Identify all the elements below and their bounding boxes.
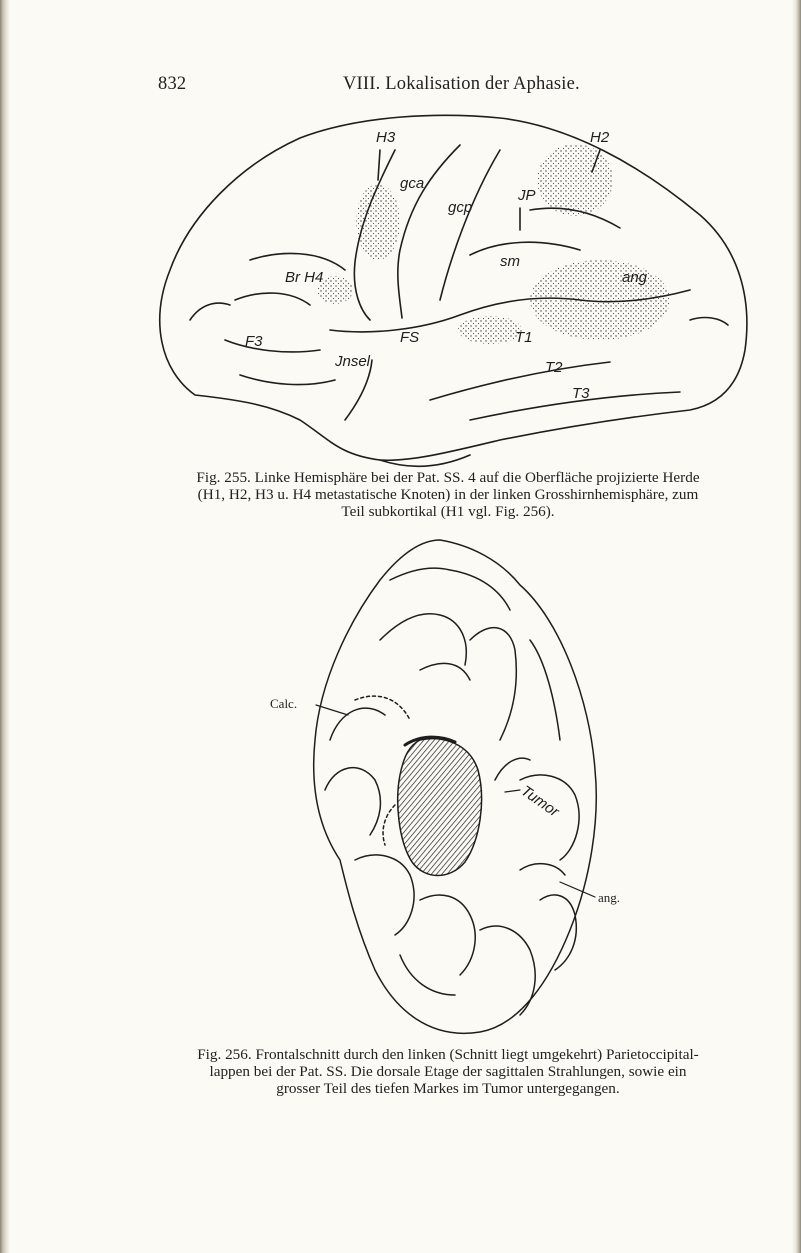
tumor-pointer bbox=[505, 790, 520, 792]
lesion-h2 bbox=[537, 144, 613, 216]
figure-256-caption bbox=[155, 1046, 741, 1097]
fig255-caption-line-3: Teil subkortikal (H1 vgl. Fig. 256). bbox=[341, 503, 555, 520]
label-tumor: Tumor bbox=[517, 782, 563, 821]
fig255-caption-line-1: Fig. 255. Linke Hemisphäre bei der Pat. SS. 4 auf die Oberfläche projizierte Herde bbox=[196, 469, 700, 486]
label-h3: H3 bbox=[376, 129, 396, 146]
lesion-h3 bbox=[356, 184, 400, 260]
figure-256-drawing bbox=[314, 540, 597, 1033]
label-fs: FS bbox=[400, 329, 420, 346]
label-gca: gca bbox=[400, 175, 425, 192]
figure-255-drawing bbox=[160, 115, 747, 466]
calc-pointer bbox=[316, 705, 348, 715]
fig256-caption-line-3: grosser Teil des tiefen Markes im Tumor untergegangen. bbox=[276, 1080, 620, 1097]
label-t2: T2 bbox=[545, 359, 563, 376]
label-ang-256: ang. bbox=[598, 890, 621, 905]
label-ang: ang bbox=[622, 269, 648, 286]
label-gcp: gcp bbox=[448, 199, 473, 216]
fig255-caption-line-2: (H1, H2, H3 u. H4 metastatische Knoten) in der linken Grosshirnhemisphäre, zum bbox=[197, 486, 699, 503]
lesion-small bbox=[458, 316, 522, 344]
fig256-caption-line-1: Fig. 256. Frontalschnitt durch den linken (Schnitt liegt umgekehrt) Parietoccipital- bbox=[197, 1046, 699, 1063]
label-h2: H2 bbox=[590, 129, 610, 146]
ang-pointer bbox=[560, 882, 595, 897]
fig256-caption-line-2: lappen bei der Pat. SS. Die dorsale Etage der sagittalen Strahlungen, sowie ein bbox=[209, 1063, 687, 1080]
label-f3: F3 bbox=[245, 333, 263, 350]
label-jp: JP bbox=[518, 187, 536, 204]
label-sm: sm bbox=[500, 253, 520, 270]
page-number: 832 bbox=[158, 74, 187, 94]
tumor-region bbox=[398, 739, 482, 876]
figure-255-caption bbox=[155, 469, 741, 520]
label-calc: Calc. bbox=[270, 696, 298, 711]
label-t1: T1 bbox=[515, 329, 533, 346]
header-title: VIII. Lokalisation der Aphasie. bbox=[343, 74, 580, 94]
label-insel: Jnsel bbox=[335, 353, 371, 370]
lesion-h1 bbox=[530, 260, 670, 340]
label-t3: T3 bbox=[572, 385, 590, 402]
label-brh4: Br H4 bbox=[285, 269, 324, 286]
